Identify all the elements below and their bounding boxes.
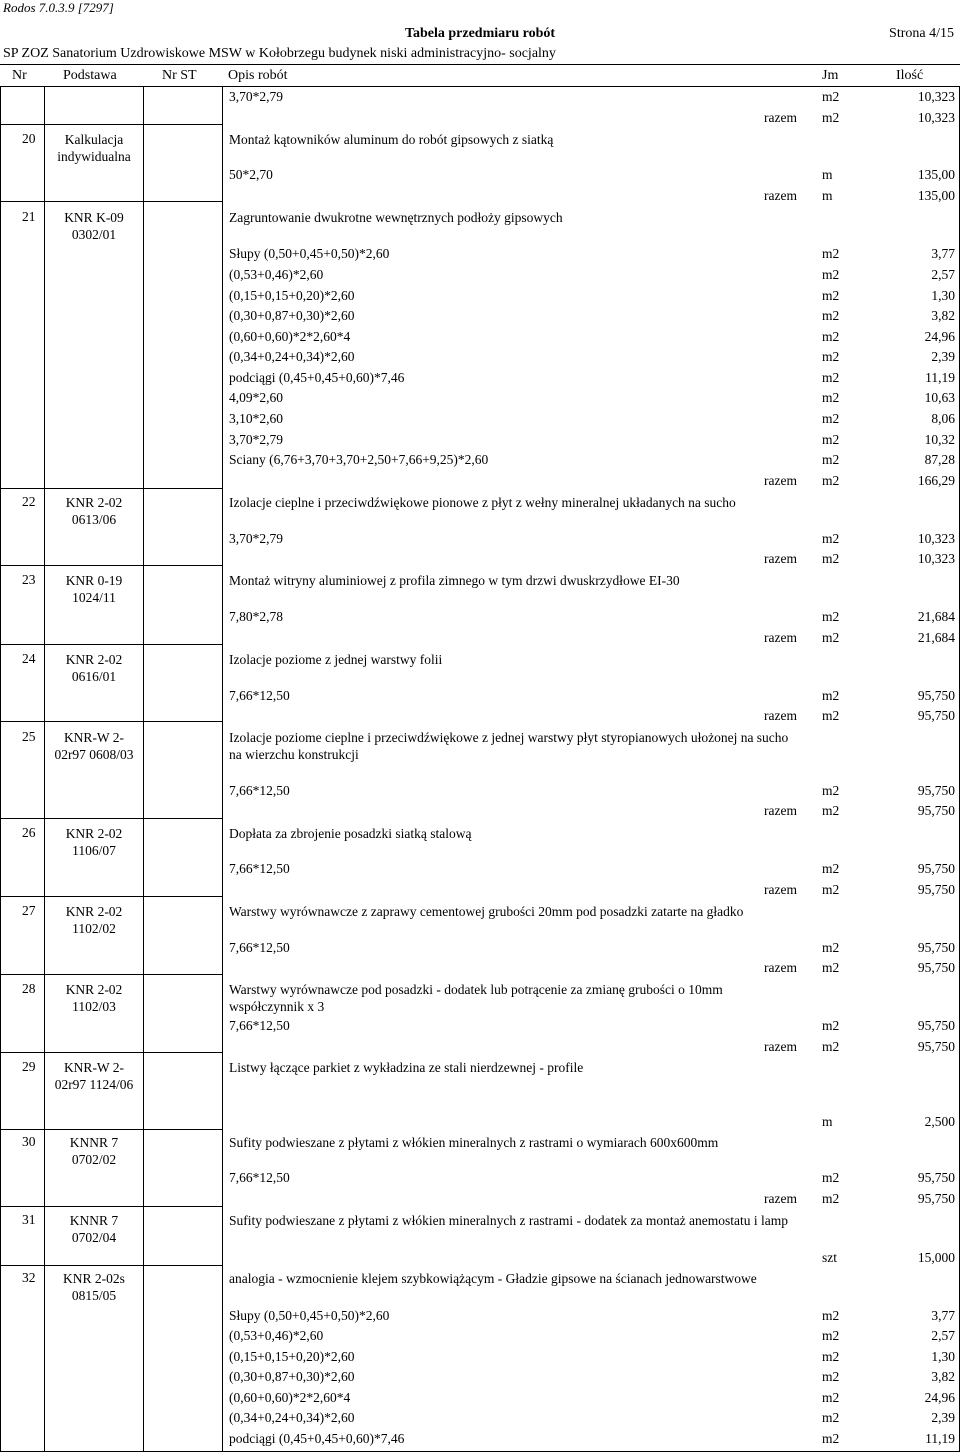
unit: m2 (822, 882, 840, 897)
row-separator (0, 565, 222, 566)
quantity: 95,750 (917, 803, 955, 818)
quantity: 10,323 (917, 531, 955, 546)
quantity: 95,750 (917, 861, 955, 876)
item-code: KNNR 7 0702/02 (69, 1135, 119, 1167)
item-code: KNR 2-02 1102/03 (65, 982, 123, 1014)
quantity: 87,28 (924, 452, 955, 467)
page-number: Strona 4/15 (889, 26, 954, 41)
quantity: 95,750 (917, 882, 955, 897)
quantity: 95,750 (917, 783, 955, 798)
item-description: analogia - wzmocnienie klejem szybkowiążącym - Gładzie gipsowe na ścianach jednowarstwowe (229, 1271, 757, 1286)
item-description: Warstwy wyrównawcze z zaprawy cementowej grubości 20mm pod posadzki zatarte na gładko (229, 904, 744, 919)
item-number: 23 (22, 572, 36, 587)
item-number: 29 (22, 1059, 36, 1074)
calc-expression: (0,30+0,87+0,30)*2,60 (229, 308, 355, 323)
row-separator (0, 201, 222, 202)
calc-expression: 3,70*2,79 (229, 432, 283, 447)
calc-expression: 3,70*2,79 (229, 531, 283, 546)
quantity: 95,750 (917, 1191, 955, 1206)
item-code: KNR 2-02 1102/02 (65, 904, 123, 936)
col-header-nr-st: Nr ST (162, 68, 197, 83)
item-number: 31 (22, 1212, 36, 1227)
calc-expression: 7,66*12,50 (229, 861, 290, 876)
quantity: 95,750 (917, 1170, 955, 1185)
calc-expression: (0,15+0,15+0,20)*2,60 (229, 288, 355, 303)
col-header-jm: Jm (822, 68, 839, 83)
calc-expression: 7,66*12,50 (229, 783, 290, 798)
quantity: 2,57 (931, 1328, 955, 1343)
unit: m2 (822, 1410, 840, 1425)
col-header-ilosc: Ilość (896, 68, 924, 83)
unit: m2 (822, 452, 840, 467)
unit: m2 (822, 1018, 840, 1033)
calc-expression: 7,66*12,50 (229, 940, 290, 955)
quantity: 10,63 (924, 390, 955, 405)
unit: m2 (822, 551, 840, 566)
item-number: 25 (22, 729, 36, 744)
item-description: Warstwy wyrównawcze pod posadzki - dodatek lub potrącenie za zmianę grubości o 10mm współczynnik x 3 (229, 982, 723, 1014)
quantity: 166,29 (917, 473, 955, 488)
unit: m2 (822, 783, 840, 798)
col-divider (143, 86, 144, 1451)
item-code: KNR K-09 0302/01 (64, 210, 124, 242)
quantity: 3,77 (931, 246, 955, 261)
razem-label: razem (764, 708, 797, 723)
unit: m2 (822, 110, 840, 125)
row-separator (0, 974, 222, 975)
quantity: 95,750 (917, 708, 955, 723)
unit: m2 (822, 688, 840, 703)
quantity: 3,77 (931, 1308, 955, 1323)
calc-expression: Sciany (6,76+3,70+3,70+2,50+7,66+9,25)*2,60 (229, 452, 489, 467)
unit: m2 (822, 349, 840, 364)
unit: m2 (822, 861, 840, 876)
unit: m2 (822, 1431, 840, 1446)
unit: m2 (822, 411, 840, 426)
quantity: 135,00 (917, 188, 955, 203)
quantity: 1,30 (931, 1349, 955, 1364)
item-description: Izolacje poziome cieplne i przeciwdźwiękowe z jednej warstwy płyt styropianowych ułożonej na sucho na wierzchu konstrukcji (229, 730, 789, 762)
razem-label: razem (764, 960, 797, 975)
calc-expression: (0,34+0,24+0,34)*2,60 (229, 349, 355, 364)
quantity: 2,57 (931, 267, 955, 282)
col-header-opis: Opis robót (228, 68, 288, 83)
unit: m (822, 1114, 833, 1129)
col-divider (44, 86, 45, 1451)
item-description: Izolacje cieplne i przeciwdźwiękowe pionowe z płyt z wełny mineralnej układanych na sucho (229, 495, 736, 510)
unit: m2 (822, 1039, 840, 1054)
app-version: Rodos 7.0.3.9 [7297] (3, 0, 114, 15)
quantity: 95,750 (917, 688, 955, 703)
item-description: Montaż kątowników aluminum do robót gipsowych z siatką (229, 132, 554, 147)
unit: m2 (822, 288, 840, 303)
row-separator (0, 818, 222, 819)
unit: m2 (822, 609, 840, 624)
item-number: 28 (22, 981, 36, 996)
calc-expression: podciągi (0,45+0,45+0,60)*7,46 (229, 370, 405, 385)
quantity: 24,96 (924, 1390, 955, 1405)
item-number: 26 (22, 825, 36, 840)
item-description: Sufity podwieszane z płytami z włókien mineralnych z rastrami - dodatek za montaż anemostatu i lamp (229, 1213, 788, 1228)
calc-expression: 3,70*2,79 (229, 89, 283, 104)
quantity: 3,82 (931, 308, 955, 323)
unit: m2 (822, 1328, 840, 1343)
quantity: 3,82 (931, 1369, 955, 1384)
item-code: Kalkulacja indywidualna (57, 132, 131, 164)
razem-label: razem (764, 1039, 797, 1054)
item-description: Zagruntowanie dwukrotne wewnętrznych podłoży gipsowych (229, 210, 563, 225)
calc-expression: 7,80*2,78 (229, 609, 283, 624)
item-number: 32 (22, 1270, 36, 1285)
quantity: 24,96 (924, 329, 955, 344)
unit: m2 (822, 531, 840, 546)
calc-expression: (0,30+0,87+0,30)*2,60 (229, 1369, 355, 1384)
unit: m2 (822, 940, 840, 955)
item-code: KNR 2-02 1106/07 (65, 826, 123, 858)
quantity: 15,000 (917, 1250, 955, 1265)
unit: m2 (822, 803, 840, 818)
calc-expression: (0,60+0,60)*2*2,60*4 (229, 329, 351, 344)
doc-title: Tabela przedmiaru robót (404, 26, 556, 41)
quantity: 95,750 (917, 940, 955, 955)
unit: m2 (822, 89, 840, 104)
item-number: 21 (22, 209, 36, 224)
razem-label: razem (764, 882, 797, 897)
razem-label: razem (764, 110, 797, 125)
calc-expression: 7,66*12,50 (229, 1018, 290, 1033)
item-code: KNR 0-19 1024/11 (65, 573, 123, 605)
razem-label: razem (764, 630, 797, 645)
item-code: KNNR 7 0702/04 (69, 1213, 119, 1245)
quantity: 21,684 (917, 630, 955, 645)
razem-label: razem (764, 551, 797, 566)
quantity: 135,00 (917, 167, 955, 182)
table-frame (0, 86, 960, 1452)
quantity: 10,323 (917, 551, 955, 566)
calc-expression: podciągi (0,45+0,45+0,60)*7,46 (229, 1431, 405, 1446)
quantity: 2,39 (931, 1410, 955, 1425)
calc-expression: Słupy (0,50+0,45+0,50)*2,60 (229, 246, 390, 261)
calc-expression: 7,66*12,50 (229, 1170, 290, 1185)
quantity: 11,19 (925, 1431, 955, 1446)
calc-expression: 4,09*2,60 (229, 390, 283, 405)
razem-label: razem (764, 188, 797, 203)
unit: m2 (822, 267, 840, 282)
item-code: KNR 2-02s 0815/05 (63, 1271, 125, 1303)
unit: m2 (822, 1170, 840, 1185)
quantity: 11,19 (925, 370, 955, 385)
calc-expression: Słupy (0,50+0,45+0,50)*2,60 (229, 1308, 390, 1323)
razem-label: razem (764, 473, 797, 488)
unit: m2 (822, 630, 840, 645)
unit: m2 (822, 390, 840, 405)
quantity: 10,32 (924, 432, 955, 447)
col-divider (222, 86, 223, 1451)
row-separator (0, 124, 222, 125)
quantity: 10,323 (917, 110, 955, 125)
quantity: 8,06 (931, 411, 955, 426)
row-separator (0, 644, 222, 645)
row-separator (0, 1052, 222, 1053)
unit: m2 (822, 432, 840, 447)
unit: m2 (822, 1369, 840, 1384)
calc-expression: (0,53+0,46)*2,60 (229, 1328, 324, 1343)
row-separator (0, 896, 222, 897)
calc-expression: 7,66*12,50 (229, 688, 290, 703)
unit: m (822, 188, 833, 203)
calc-expression: 3,10*2,60 (229, 411, 283, 426)
quantity: 21,684 (917, 609, 955, 624)
calc-expression: (0,15+0,15+0,20)*2,60 (229, 1349, 355, 1364)
col-header-podstawa: Podstawa (63, 68, 117, 83)
item-number: 20 (22, 131, 36, 146)
header-divider (0, 64, 960, 65)
calc-expression: (0,34+0,24+0,34)*2,60 (229, 1410, 355, 1425)
calc-expression: (0,60+0,60)*2*2,60*4 (229, 1390, 351, 1405)
calc-expression: (0,53+0,46)*2,60 (229, 267, 324, 282)
unit: m2 (822, 308, 840, 323)
item-code: KNR-W 2-02r97 1124/06 (54, 1060, 134, 1092)
project-name: SP ZOZ Sanatorium Uzdrowiskowe MSW w Kołobrzegu budynek niski administracyjno- socjalny (3, 46, 556, 61)
col-header-nr: Nr (12, 68, 27, 83)
item-number: 24 (22, 651, 36, 666)
row-separator (0, 488, 222, 489)
quantity: 10,323 (917, 89, 955, 104)
razem-label: razem (764, 803, 797, 818)
item-number: 22 (22, 494, 36, 509)
item-code: KNR-W 2-02r97 0608/03 (54, 730, 134, 762)
item-description: Listwy łączące parkiet z wykładzina ze stali nierdzewnej - profile (229, 1060, 584, 1075)
row-separator (0, 1206, 222, 1207)
row-separator (0, 721, 222, 722)
unit: szt (822, 1250, 837, 1265)
unit: m2 (822, 370, 840, 385)
quantity: 95,750 (917, 1018, 955, 1033)
unit: m2 (822, 1308, 840, 1323)
item-description: Dopłata za zbrojenie posadzki siatką stalową (229, 826, 472, 841)
item-description: Montaż witryny aluminiowej z profila zimnego w tym drzwi dwuskrzydłowe EI-30 (229, 573, 680, 588)
item-number: 27 (22, 903, 36, 918)
calc-expression: 50*2,70 (229, 167, 273, 182)
unit: m2 (822, 1390, 840, 1405)
unit: m2 (822, 1191, 840, 1206)
item-number: 30 (22, 1134, 36, 1149)
quantity: 2,39 (931, 349, 955, 364)
item-description: Sufity podwieszane z płytami z włókien mineralnych z rastrami o wymiarach 600x600mm (229, 1135, 719, 1150)
unit: m2 (822, 708, 840, 723)
item-code: KNR 2-02 0616/01 (65, 652, 123, 684)
item-code: KNR 2-02 0613/06 (65, 495, 123, 527)
quantity: 95,750 (917, 960, 955, 975)
row-separator (0, 1129, 222, 1130)
unit: m2 (822, 329, 840, 344)
unit: m (822, 167, 833, 182)
quantity: 1,30 (931, 288, 955, 303)
quantity: 2,500 (924, 1114, 955, 1129)
row-separator (0, 1265, 222, 1266)
unit: m2 (822, 473, 840, 488)
unit: m2 (822, 1349, 840, 1364)
quantity: 95,750 (917, 1039, 955, 1054)
unit: m2 (822, 246, 840, 261)
item-description: Izolacje poziome z jednej warstwy folii (229, 652, 443, 667)
razem-label: razem (764, 1191, 797, 1206)
unit: m2 (822, 960, 840, 975)
